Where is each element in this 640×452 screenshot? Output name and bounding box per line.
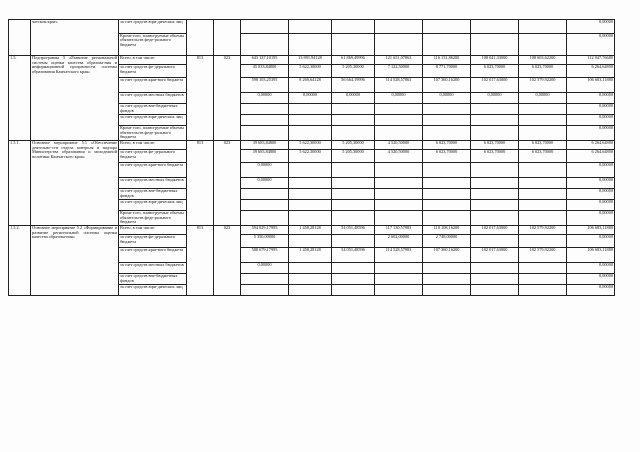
total-value-cell: 6 264,64800 <box>567 150 615 163</box>
year-value-cell: 5 622,30000 <box>289 150 332 163</box>
funding-source-cell: Кроме того, плани-руемые объемы обязательств феде-рального бюджета <box>119 211 187 226</box>
year-value-cell <box>241 33 289 56</box>
subprogram-code-cell: 023 <box>214 141 241 226</box>
year-value-cell <box>519 115 567 126</box>
year-value-cell <box>471 104 519 115</box>
total-value-cell: 0,00000 <box>567 115 615 126</box>
year-value-cell <box>375 211 423 226</box>
funding-source-cell: за счет средств вне-бюджетных фондов <box>119 274 187 285</box>
budget-table <box>8 19 615 296</box>
year-value-cell <box>519 189 567 200</box>
subprogram-code-cell: 023 <box>214 56 241 141</box>
year-value-cell <box>375 285 423 296</box>
year-value-cell <box>471 33 519 56</box>
year-value-cell: 598 103,25395 <box>241 78 289 93</box>
year-value-cell <box>241 20 289 34</box>
year-value-cell <box>423 163 471 178</box>
year-value-cell: 6 023,70000 <box>519 141 567 150</box>
funding-source-cell: за счет средств фе-дерального бюджета <box>119 65 187 78</box>
year-value-cell <box>241 115 289 126</box>
year-value-cell: 39 683,84800 <box>241 141 289 150</box>
funding-source-cell: за счет средств местных бюджетов <box>119 263 187 274</box>
year-value-cell: 108 041,33000 <box>471 56 519 65</box>
year-value-cell: 588 679,17995 <box>241 248 289 263</box>
total-value-cell: 6 264,64800 <box>567 141 615 150</box>
total-value-cell: 106 683,11880 <box>567 226 615 235</box>
year-value-cell <box>519 285 567 296</box>
year-value-cell <box>423 211 471 226</box>
year-value-cell <box>241 274 289 285</box>
year-value-cell: 56 664,19996 <box>332 78 375 93</box>
year-value-cell <box>289 189 332 200</box>
funding-source-cell: за счет средств крае-вого бюджета <box>119 248 187 263</box>
year-value-cell <box>423 263 471 274</box>
year-value-cell: 4 520,50000 <box>375 141 423 150</box>
funding-source-cell: Всего, в том числе: <box>119 226 187 235</box>
total-value-cell: 0,00000 <box>567 104 615 115</box>
ministry-code-cell: 813 <box>187 226 214 296</box>
year-value-cell <box>375 274 423 285</box>
year-value-cell <box>423 285 471 296</box>
year-value-cell <box>289 178 332 189</box>
year-value-cell: 2 748,00000 <box>423 235 471 248</box>
year-value-cell <box>375 104 423 115</box>
year-value-cell <box>423 178 471 189</box>
year-value-cell <box>289 263 332 274</box>
year-value-cell <box>471 235 519 248</box>
year-value-cell <box>471 285 519 296</box>
year-value-cell: 102 017,63000 <box>471 78 519 93</box>
year-value-cell: 116 131,86200 <box>423 56 471 65</box>
year-value-cell: 0,00000 <box>241 163 289 178</box>
ministry-code-cell: 813 <box>187 56 214 141</box>
item-number-cell <box>9 20 31 56</box>
subprogram-code-cell <box>214 20 241 56</box>
table-row <box>9 56 615 65</box>
year-value-cell <box>519 33 567 56</box>
table-row <box>9 141 615 150</box>
total-value-cell: 112 947,76680 <box>567 56 615 65</box>
year-value-cell <box>375 33 423 56</box>
year-value-cell: 6 023,70000 <box>471 141 519 150</box>
year-value-cell <box>519 178 567 189</box>
funding-source-cell: Всего, в том числе: <box>119 141 187 150</box>
year-value-cell <box>423 200 471 211</box>
year-value-cell <box>332 263 375 274</box>
year-value-cell <box>471 200 519 211</box>
year-value-cell <box>519 200 567 211</box>
year-value-cell: 102 579,92200 <box>519 78 567 93</box>
year-value-cell <box>332 274 375 285</box>
funding-source-cell: за счет средств местных бюджетов <box>119 93 187 104</box>
item-title-cell: Основное мероприятие 5.1 «Обеспечение деятельно-сти отдела контроля и надзора Министерства образования и молодежной политики Камчатского края» <box>31 141 119 226</box>
year-value-cell: 102 579,92200 <box>519 226 567 235</box>
total-value-cell: 106 683,11880 <box>567 78 615 93</box>
year-value-cell: 6 023,70000 <box>471 150 519 163</box>
year-value-cell: 6 023,70000 <box>423 141 471 150</box>
year-value-cell <box>519 104 567 115</box>
year-value-cell <box>289 126 332 141</box>
year-value-cell: 8 269,64128 <box>289 78 332 93</box>
funding-source-cell: Кроме того, плани-руемые объемы обязательств феде-рального бюджета <box>119 126 187 141</box>
year-value-cell: 0,00000 <box>241 93 289 104</box>
funding-source-cell: за счет средств юри-дических лиц <box>119 285 187 296</box>
year-value-cell: 5 622,30000 <box>289 141 332 150</box>
funding-source-cell: за счет средств фе-дерального бюджета <box>119 235 187 248</box>
funding-source-cell: Кроме того, плани-руемые объемы обязательств феде-рального бюджета <box>119 33 187 56</box>
item-title-cell: Подпрограмма 5 «Развитие региональной системы оценки качества образова-ния и информационной прозрачности системы образования Камчатского края» <box>31 56 119 141</box>
year-value-cell <box>375 163 423 178</box>
year-value-cell <box>289 163 332 178</box>
item-number-cell: 1.5.1. <box>9 141 31 226</box>
year-value-cell: 108 603,62200 <box>519 56 567 65</box>
year-value-cell <box>289 211 332 226</box>
budget-table-body <box>9 20 615 296</box>
year-value-cell: 0,00000 <box>375 93 423 104</box>
funding-source-cell: за счет средств крае-вого бюджета <box>119 78 187 93</box>
total-value-cell: 6 264,64800 <box>567 65 615 78</box>
year-value-cell <box>423 274 471 285</box>
year-value-cell: 5 622,30000 <box>289 65 332 78</box>
year-value-cell <box>332 235 375 248</box>
year-value-cell <box>375 263 423 274</box>
year-value-cell <box>332 211 375 226</box>
year-value-cell <box>471 274 519 285</box>
year-value-cell <box>423 104 471 115</box>
total-value-cell: 0,00000 <box>567 235 615 248</box>
item-title-cell: чатском крае» <box>31 20 119 56</box>
total-value-cell: 0,00000 <box>567 285 615 296</box>
year-value-cell <box>332 33 375 56</box>
total-value-cell: 106 683,11880 <box>567 248 615 263</box>
year-value-cell <box>332 178 375 189</box>
year-value-cell <box>289 200 332 211</box>
year-value-cell: 102 579,92200 <box>519 248 567 263</box>
funding-source-cell: Всего, в том числе: <box>119 56 187 65</box>
year-value-cell <box>471 189 519 200</box>
table-row <box>9 20 615 34</box>
year-value-cell: 0,00000 <box>241 263 289 274</box>
year-value-cell: 102 017,63000 <box>471 248 519 263</box>
funding-source-cell: за счет средств местных бюджетов <box>119 178 187 189</box>
year-value-cell: 117 130,57983 <box>375 226 423 235</box>
year-value-cell <box>289 285 332 296</box>
year-value-cell <box>241 189 289 200</box>
year-value-cell <box>289 33 332 56</box>
year-value-cell: 121 651,07863 <box>375 56 423 65</box>
year-value-cell: 5 205,30000 <box>332 150 375 163</box>
year-value-cell <box>332 104 375 115</box>
year-value-cell: 107 360,16200 <box>423 78 471 93</box>
funding-source-cell: за счет средств вне-бюджетных фондов <box>119 104 187 115</box>
year-value-cell <box>332 163 375 178</box>
year-value-cell <box>471 211 519 226</box>
year-value-cell <box>332 20 375 34</box>
item-title-cell: Основное мероприятие 5.2 «Формирование и развитие региональной системы оценки качества образова-ния» <box>31 226 119 296</box>
year-value-cell: 1 458,28128 <box>289 248 332 263</box>
year-value-cell <box>423 189 471 200</box>
year-value-cell: 54 051,48596 <box>332 248 375 263</box>
year-value-cell: 13 891,94128 <box>289 56 332 65</box>
year-value-cell <box>332 285 375 296</box>
year-value-cell <box>375 189 423 200</box>
year-value-cell <box>375 178 423 189</box>
ministry-code-cell: 813 <box>187 141 214 226</box>
total-value-cell: 0,00000 <box>567 126 615 141</box>
year-value-cell <box>519 211 567 226</box>
year-value-cell: 102 017,63000 <box>471 226 519 235</box>
year-value-cell: 6 023,70000 <box>519 65 567 78</box>
year-value-cell: 5 350,00000 <box>241 235 289 248</box>
year-value-cell <box>289 115 332 126</box>
total-value-cell: 0,00000 <box>567 163 615 178</box>
year-value-cell <box>289 235 332 248</box>
funding-source-cell: за счет средств крае-вого бюджета <box>119 163 187 178</box>
year-value-cell: 643 137,10195 <box>241 56 289 65</box>
total-value-cell: 0,00000 <box>567 93 615 104</box>
year-value-cell: 0,00000 <box>241 178 289 189</box>
year-value-cell <box>471 263 519 274</box>
year-value-cell <box>471 163 519 178</box>
year-value-cell: 45 033,84800 <box>241 65 289 78</box>
year-value-cell <box>519 235 567 248</box>
year-value-cell <box>332 115 375 126</box>
funding-source-cell: за счет средств юри-дических лиц <box>119 200 187 211</box>
year-value-cell <box>375 115 423 126</box>
total-value-cell: 0,00000 <box>567 211 615 226</box>
year-value-cell <box>241 211 289 226</box>
year-value-cell: 114 528,57983 <box>375 248 423 263</box>
total-value-cell: 0,00000 <box>567 33 615 56</box>
year-value-cell <box>471 20 519 34</box>
year-value-cell <box>519 163 567 178</box>
subprogram-code-cell: 023 <box>214 226 241 296</box>
year-value-cell: 5 205,30000 <box>332 141 375 150</box>
year-value-cell: 0,00000 <box>519 93 567 104</box>
year-value-cell: 114 528,57863 <box>375 78 423 93</box>
item-number-cell: 1.5. <box>9 56 31 141</box>
year-value-cell <box>423 20 471 34</box>
year-value-cell: 39 683,84800 <box>241 150 289 163</box>
year-value-cell: 2 602,00000 <box>375 235 423 248</box>
total-value-cell: 0,00000 <box>567 189 615 200</box>
year-value-cell <box>423 126 471 141</box>
year-value-cell <box>471 178 519 189</box>
item-number-cell: 1.5.2. <box>9 226 31 296</box>
year-value-cell <box>332 189 375 200</box>
year-value-cell <box>241 200 289 211</box>
year-value-cell: 0,00000 <box>471 93 519 104</box>
ministry-code-cell <box>187 20 214 56</box>
year-value-cell <box>471 126 519 141</box>
year-value-cell <box>519 126 567 141</box>
year-value-cell: 7 122,50000 <box>375 65 423 78</box>
year-value-cell: 594 029,17995 <box>241 226 289 235</box>
year-value-cell: 107 360,16200 <box>423 248 471 263</box>
total-value-cell: 0,00000 <box>567 263 615 274</box>
year-value-cell <box>375 200 423 211</box>
year-value-cell: 54 051,48596 <box>332 226 375 235</box>
year-value-cell: 1 458,28128 <box>289 226 332 235</box>
year-value-cell: 0,00000 <box>332 93 375 104</box>
year-value-cell <box>289 274 332 285</box>
year-value-cell: 6 023,70000 <box>519 150 567 163</box>
year-value-cell: 61 869,49996 <box>332 56 375 65</box>
total-value-cell: 0,00000 <box>567 20 615 34</box>
year-value-cell: 4 520,50000 <box>375 150 423 163</box>
year-value-cell <box>332 126 375 141</box>
funding-source-cell: за счет средств фе-дерального бюджета <box>119 150 187 163</box>
year-value-cell <box>332 200 375 211</box>
year-value-cell <box>423 115 471 126</box>
year-value-cell: 110 108,16200 <box>423 226 471 235</box>
year-value-cell <box>375 126 423 141</box>
year-value-cell <box>519 20 567 34</box>
total-value-cell: 0,00000 <box>567 200 615 211</box>
year-value-cell: 5 205,30000 <box>332 65 375 78</box>
total-value-cell: 0,00000 <box>567 178 615 189</box>
year-value-cell <box>375 20 423 34</box>
year-value-cell <box>241 104 289 115</box>
year-value-cell: 0,00000 <box>423 93 471 104</box>
funding-source-cell: за счет средств юри-дических лиц <box>119 20 187 34</box>
year-value-cell <box>471 115 519 126</box>
year-value-cell: 8 771,70000 <box>423 65 471 78</box>
year-value-cell <box>289 104 332 115</box>
year-value-cell: 6 023,70000 <box>471 65 519 78</box>
funding-source-cell: за счет средств юри-дических лиц <box>119 115 187 126</box>
year-value-cell <box>423 33 471 56</box>
year-value-cell <box>289 20 332 34</box>
year-value-cell: 6 023,70000 <box>423 150 471 163</box>
table-row <box>9 226 615 235</box>
year-value-cell: 0,00000 <box>289 93 332 104</box>
funding-source-cell: за счет средств вне-бюджетных фондов <box>119 189 187 200</box>
year-value-cell <box>519 274 567 285</box>
year-value-cell <box>519 263 567 274</box>
year-value-cell <box>241 285 289 296</box>
total-value-cell: 0,00000 <box>567 274 615 285</box>
year-value-cell <box>241 126 289 141</box>
